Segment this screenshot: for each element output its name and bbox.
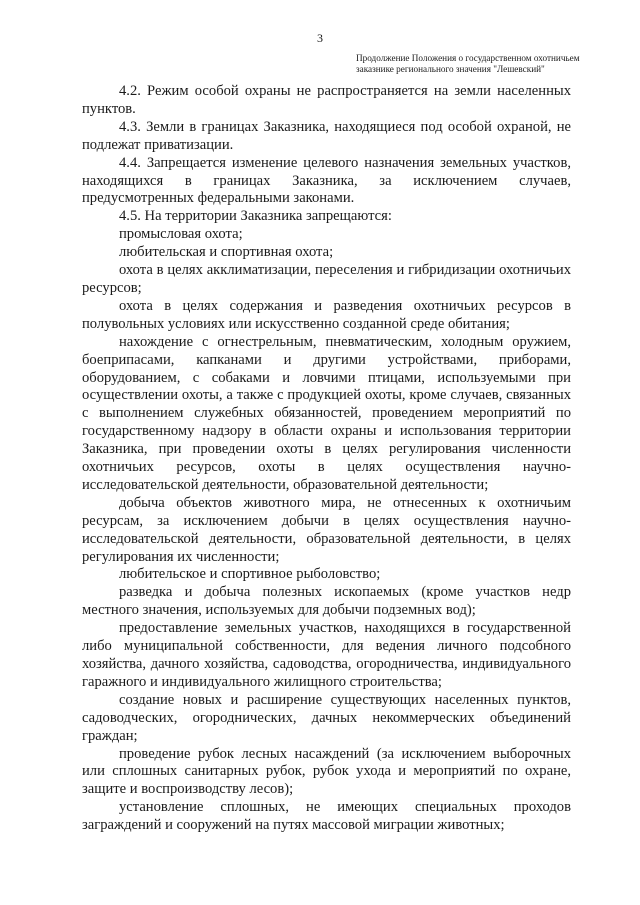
prohibition-item: охота в целях содержания и разведения охотничьих ресурсов в полувольных условиях или искусственно созданной среде обитания;: [82, 297, 571, 332]
clause-4-4: 4.4. Запрещается изменение целевого назначения земельных участков, находящихся в границах Заказника, за исключением случаев, предусмотренных федеральными законами.: [82, 154, 571, 207]
clause-4-5-intro: 4.5. На территории Заказника запрещаются:: [119, 208, 392, 225]
prohibition-item: любительская и спортивная охота;: [119, 244, 334, 261]
prohibition-item: установление сплошных, не имеющих специальных проходов заграждений и сооружений на путях массовой миграции животных;: [82, 799, 571, 834]
document-body: [82, 83, 571, 835]
prohibition-item: промысловая охота;: [119, 226, 243, 243]
clause-4-3: 4.3. Земли в границах Заказника, находящиеся под особой охраной, не подлежат приватизации.: [82, 118, 571, 153]
prohibition-item: предоставление земельных участков, находящихся в государственной либо муниципальной собственности, для ведения личного подсобного хозяйства, дачного хозяйства, садоводства, огородничества, индивидуального гаражного и индивидуального жилищного строительства;: [82, 620, 571, 690]
running-header: [356, 53, 580, 75]
running-header-line-1: Продолжение Положения о государственном охотничьем: [356, 53, 580, 63]
prohibition-item: нахождение с огнестрельным, пневматическим, холодным оружием, боеприпасами, капканами и другими устройствами, приборами, оборудованием, с собаками и ловчими птицами, используемыми при осуществлении охоты, а также с продукцией охоты, кроме случаев, связанных с выполнением служебных обязанностей, проведением мероприятий по государственному надзору в области охраны и использования территории Заказника, при проведении охоты в целях регулирования численности охотничьих ресурсов, охоты в целях осуществления научно-исследовательской деятельности, образовательной деятельности;: [82, 333, 571, 493]
prohibition-item: создание новых и расширение существующих населенных пунктов, садоводческих, огороднических, дачных некоммерческих объединений граждан;: [82, 691, 571, 744]
prohibition-item: проведение рубок лесных насаждений (за исключением выборочных или сплошных санитарных рубок, рубок ухода и мероприятий по охране, защите и воспроизводству лесов);: [82, 745, 571, 798]
running-header-line-2: заказнике регионального значения "Лешевский": [356, 64, 545, 74]
clause-4-2: 4.2. Режим особой охраны не распространяется на земли населенных пунктов.: [82, 83, 571, 117]
page-number: 3: [317, 31, 323, 45]
prohibition-item: добыча объектов животного мира, не отнесенных к охотничьим ресурсам, за исключением добычи в целях осуществления научно-исследовательской деятельности, образовательной деятельности, в целях регулирования их численности;: [82, 494, 571, 565]
prohibition-item: разведка и добыча полезных ископаемых (кроме участков недр местного значения, используемых для добычи подземных вод);: [82, 584, 571, 619]
prohibition-item: охота в целях акклиматизации, переселения и гибридизации охотничьих ресурсов;: [82, 262, 571, 296]
prohibition-item: любительское и спортивное рыболовство;: [119, 566, 381, 583]
